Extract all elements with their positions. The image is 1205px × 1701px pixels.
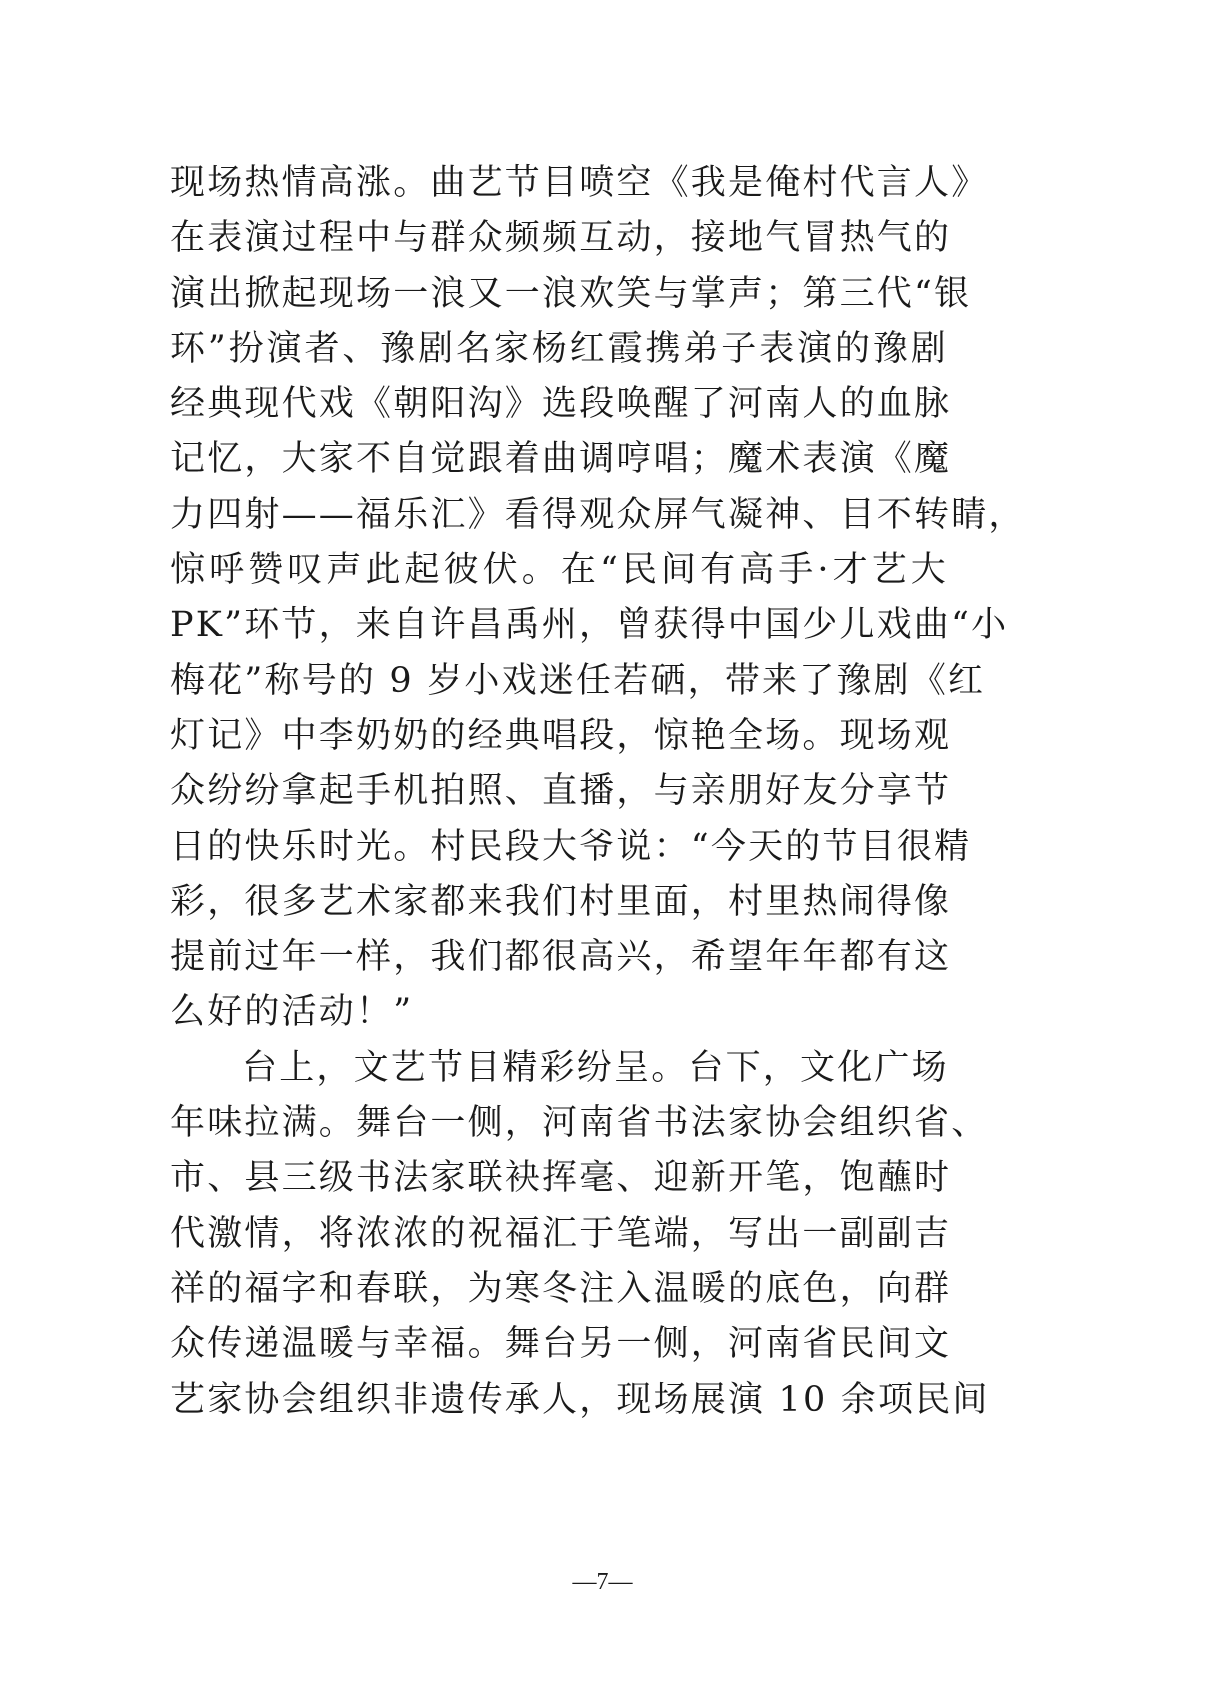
text-line: 众纷纷拿起手机拍照、直播，与亲朋好友分享节 [170, 771, 952, 812]
text-line: 代激情，将浓浓的祝福汇于笔端，写出一副副吉 [170, 1213, 952, 1254]
text-line: 惊呼赞叹声此起彼伏。在“民间有高手·才艺大 [170, 550, 948, 591]
text-line: 艺家协会组织非遗传承人，现场展演 10 余项民间 [170, 1379, 990, 1420]
text-line: 在表演过程中与群众频频互动，接地气冒热气的 [170, 218, 952, 259]
paragraph-2 [170, 1041, 990, 1428]
text-line: 演出掀起现场一浪又一浪欢笑与掌声；第三代“银 [170, 273, 972, 314]
text-line: 市、县三级书法家联袂挥毫、迎新开笔，饱蘸时 [170, 1158, 952, 1199]
page-number: —7— [572, 1569, 633, 1595]
text-line: 日的快乐时光。村民段大爷说：“今天的节目很精 [170, 826, 972, 867]
body-text [170, 156, 1026, 1428]
text-line: 记忆，大家不自觉跟着曲调哼唱；魔术表演《魔 [170, 439, 952, 480]
text-line: 众传递温暖与幸福。舞台另一侧，河南省民间文 [170, 1324, 952, 1365]
text-line: 彩，很多艺术家都来我们村里面，村里热闹得像 [170, 881, 952, 922]
text-line: 祥的福字和春联，为寒冬注入温暖的底色，向群 [170, 1268, 952, 1309]
text-line: 灯记》中李奶奶的经典唱段，惊艳全场。现场观 [170, 715, 952, 756]
text-line: 现场热情高涨。曲艺节目喷空《我是俺村代言人》 [170, 163, 989, 203]
text-line: 环”扮演者、豫剧名家杨红霞携弟子表演的豫剧 [170, 328, 948, 369]
text-line: 力四射——福乐汇》看得观众屏气凝神、目不转睛， [170, 494, 1026, 535]
text-line: PK”环节，来自许昌禹州，曾获得中国少儿戏曲“小 [170, 605, 1009, 646]
paragraph-1 [170, 156, 1026, 1041]
text-line: 经典现代戏《朝阳沟》选段唤醒了河南人的血脉 [170, 384, 952, 425]
text-line: 提前过年一样，我们都很高兴，希望年年都有这 [170, 937, 952, 978]
text-line: 台上，文艺节目精彩纷呈。台下，文化广场 [242, 1047, 949, 1088]
text-line: 么好的活动！” [170, 992, 414, 1033]
text-line: 梅花”称号的 9 岁小戏迷任若硒，带来了豫剧《红 [170, 660, 986, 701]
text-line: 年味拉满。舞台一侧，河南省书法家协会组织省、 [170, 1103, 989, 1144]
